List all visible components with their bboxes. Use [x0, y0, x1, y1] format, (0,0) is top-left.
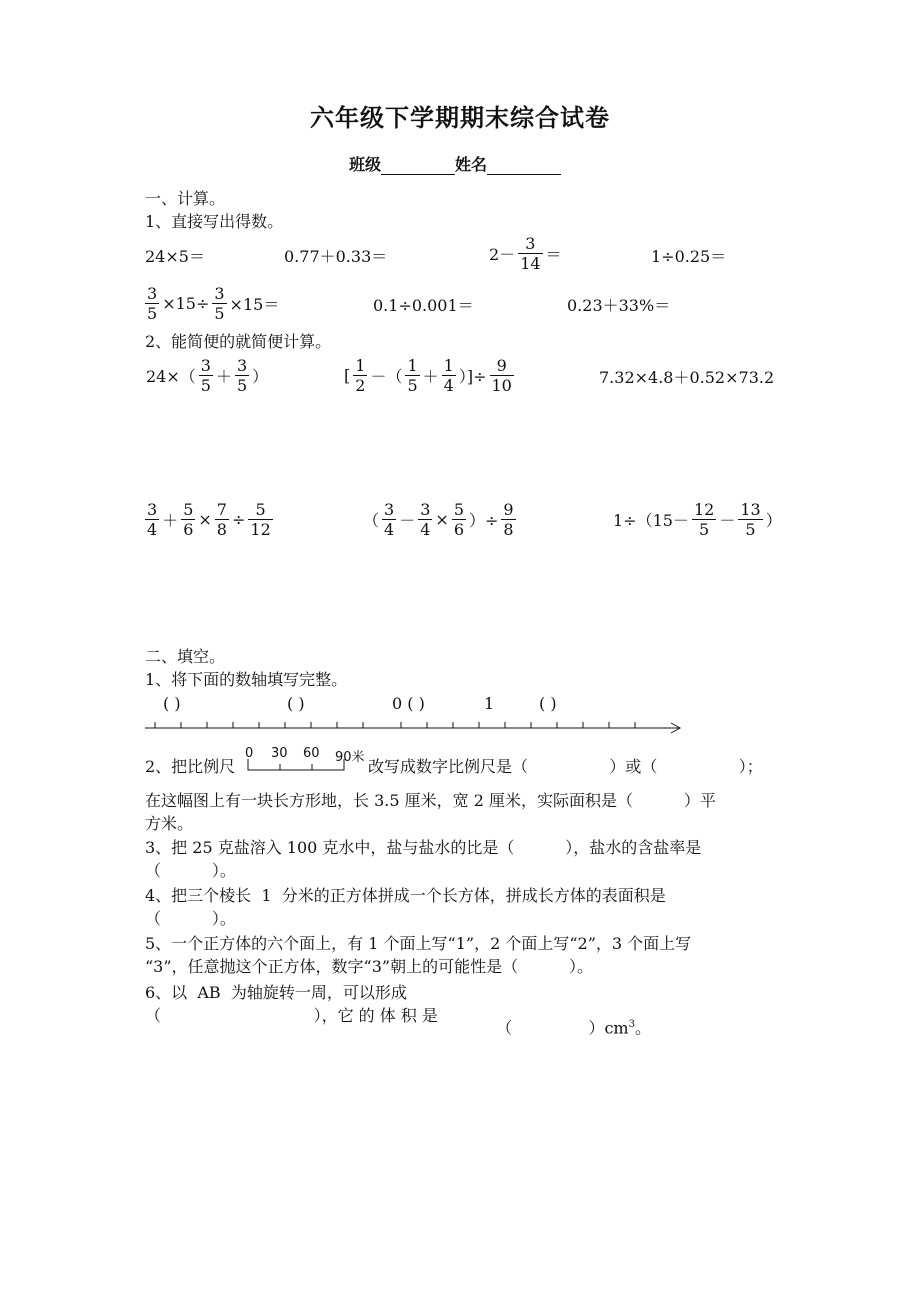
axis-label-blank-1[interactable]: ( ) — [163, 694, 181, 713]
operator: ＋ — [162, 511, 179, 530]
fraction — [738, 500, 762, 539]
numerator: 3 — [518, 234, 542, 254]
operator: ×15＝ — [229, 295, 280, 314]
number-line — [143, 714, 688, 738]
q2-5-line2: “3”，任意抛这个正方体，数字“3”朝上的可能性是（ ）。 — [145, 957, 593, 976]
operator: ） — [765, 511, 782, 530]
numerator: 1 — [443, 356, 454, 375]
numerator: 5 — [453, 500, 464, 519]
expr-01-div-0001: 0.1÷0.001＝ — [373, 296, 474, 315]
numerator: 9 — [503, 500, 514, 519]
q2-6-end: 。 — [634, 1018, 651, 1038]
fraction — [199, 356, 213, 395]
numerator: 1 — [355, 356, 366, 375]
expr-732x48: 7.32×4.8＋0.52×73.2 — [599, 368, 775, 387]
q2-3-line1: 3、把 25 克盐溶入 100 克水中，盐与盐水的比是（ ），盐水的含盐率是 — [145, 838, 702, 857]
numerator: 13 — [740, 500, 761, 519]
denominator: 5 — [699, 520, 710, 539]
section2-heading: 二、填空。 — [145, 647, 226, 666]
fraction — [518, 234, 542, 273]
operator: 24×（ — [146, 367, 196, 386]
numerator: 3 — [420, 500, 431, 519]
expr-frac-chain — [143, 500, 275, 539]
page-title: 六年级下学期期末综合试卷 — [310, 103, 610, 132]
fraction — [490, 356, 514, 395]
expr-paren-div — [362, 500, 518, 539]
operator: × — [198, 510, 212, 529]
operator: ）]÷ — [458, 367, 487, 386]
operator: [ — [344, 366, 351, 385]
q2-6-volume-text: （ ）cm — [496, 1018, 629, 1038]
operator: ） — [252, 367, 269, 386]
fraction — [235, 356, 249, 395]
scale-label-60: 60 — [303, 746, 320, 761]
operator: ÷ — [231, 510, 246, 529]
operator: 1÷（15－ — [613, 511, 689, 530]
numerator: 3 — [236, 356, 248, 375]
numerator: 3 — [200, 356, 211, 375]
scale-label-30: 30 — [271, 746, 288, 761]
denominator: 4 — [420, 520, 431, 539]
numerator: 9 — [490, 356, 514, 376]
operator: ＋ — [422, 367, 439, 386]
expr-24x-sum — [145, 356, 269, 395]
denominator: 5 — [200, 376, 211, 395]
fraction — [145, 284, 159, 323]
operator: ×15÷ — [162, 294, 210, 313]
q2-6-superscript: 3 — [628, 1019, 635, 1030]
q2-2-line3: 方米。 — [145, 814, 194, 833]
fraction — [442, 356, 456, 395]
denominator: 14 — [520, 254, 541, 273]
denominator: 8 — [216, 520, 227, 539]
fraction — [353, 356, 367, 395]
name-label: 姓名 — [455, 155, 488, 174]
q2-2-pre: 2、把比例尺 — [145, 757, 236, 776]
expr-1-div-025: 1÷0.25＝ — [651, 247, 727, 266]
operator: （ — [363, 511, 380, 530]
q2-1-text: 1、将下面的数轴填写完整。 — [145, 670, 348, 689]
operator: ＝ — [545, 245, 562, 264]
denominator: 4 — [147, 520, 158, 539]
class-label: 班级 — [349, 155, 382, 174]
q1-heading: 1、直接写出得数。 — [145, 212, 284, 231]
denominator: 6 — [183, 520, 194, 539]
numerator: 3 — [147, 500, 158, 519]
scale-label-0: 0 — [245, 746, 254, 761]
denominator: 6 — [453, 520, 464, 539]
denominator: 4 — [443, 376, 454, 395]
fraction — [405, 356, 419, 395]
numerator: 12 — [693, 500, 715, 519]
expr-023-plus-33pct: 0.23＋33%＝ — [567, 296, 671, 315]
q2-4-line1: 4、把三个棱长 1 分米的正方体拼成一个长方体，拼成长方体的表面积是 — [145, 886, 666, 905]
section1-heading: 一、计算。 — [145, 189, 226, 208]
fraction — [452, 500, 466, 539]
expr-24x5: 24×5＝ — [145, 247, 205, 266]
expr-077-plus-033: 0.77＋0.33＝ — [284, 247, 388, 266]
q2-heading: 2、能简便的就简便计算。 — [145, 332, 332, 351]
denominator: 5 — [407, 376, 418, 395]
operator: × — [435, 510, 449, 529]
class-name-line — [349, 152, 561, 175]
numerator: 3 — [147, 284, 158, 303]
axis-label-one: 1 — [484, 694, 495, 713]
q2-6-line2: （ ），它 的 体 积 是 — [145, 1006, 438, 1025]
denominator: 8 — [503, 520, 514, 539]
q2-2-line2: 在这幅图上有一块长方形地，长 3.5 厘米，宽 2 厘米，实际面积是（ ）平 — [145, 791, 716, 810]
operator: ）÷ — [469, 511, 499, 530]
numerator: 1 — [407, 356, 418, 375]
axis-label-blank-2[interactable]: ( ) — [287, 694, 305, 713]
q2-4-line2: （ ）。 — [145, 909, 236, 928]
fraction — [382, 500, 396, 539]
operator: － — [719, 511, 736, 530]
numerator: 5 — [248, 500, 272, 520]
denominator: 4 — [384, 520, 395, 539]
operator: － — [399, 511, 416, 530]
line-scale — [245, 746, 367, 776]
fraction — [418, 500, 432, 539]
denominator: 12 — [250, 520, 271, 539]
name-blank[interactable] — [487, 158, 561, 175]
expr-1-div-paren — [612, 500, 783, 539]
fraction — [181, 500, 195, 539]
expr-bracket-div — [343, 356, 516, 395]
denominator: 10 — [491, 376, 512, 395]
numerator: 3 — [384, 500, 395, 519]
axis-label-zero[interactable]: 0 ( ) — [392, 694, 425, 713]
denominator: 5 — [236, 376, 248, 395]
numerator: 7 — [216, 500, 227, 519]
q2-3-line2: （ ）。 — [145, 861, 236, 880]
scale-label-90m: 90米 — [335, 750, 365, 765]
fraction — [145, 500, 159, 539]
expr-frac-x15 — [143, 284, 280, 323]
expr-2-minus-frac — [488, 234, 563, 273]
fraction — [248, 500, 272, 539]
q2-6-volume — [486, 995, 651, 1038]
denominator: 5 — [214, 304, 225, 323]
denominator: 2 — [355, 376, 366, 395]
q2-2-post: 改写成数字比例尺是（ ）或（ ）； — [368, 757, 763, 776]
class-blank[interactable] — [381, 158, 455, 175]
denominator: 5 — [745, 520, 756, 539]
numerator: 5 — [183, 500, 194, 519]
denominator: 5 — [147, 304, 158, 323]
q2-6-line1: 6、以 AB 为轴旋转一周，可以形成 — [145, 983, 407, 1002]
fraction — [501, 500, 515, 539]
numerator: 3 — [214, 284, 225, 303]
operator: ＋ — [215, 367, 232, 386]
operator: 2－ — [489, 245, 516, 264]
fraction — [212, 284, 226, 323]
axis-label-blank-3[interactable]: ( ) — [539, 694, 557, 713]
fraction — [215, 500, 229, 539]
q2-5-line1: 5、一个正方体的六个面上，有 1 个面上写“1”，2 个面上写“2”，3 个面上写 — [145, 934, 692, 953]
fraction — [692, 500, 716, 539]
operator: －（ — [370, 367, 403, 386]
